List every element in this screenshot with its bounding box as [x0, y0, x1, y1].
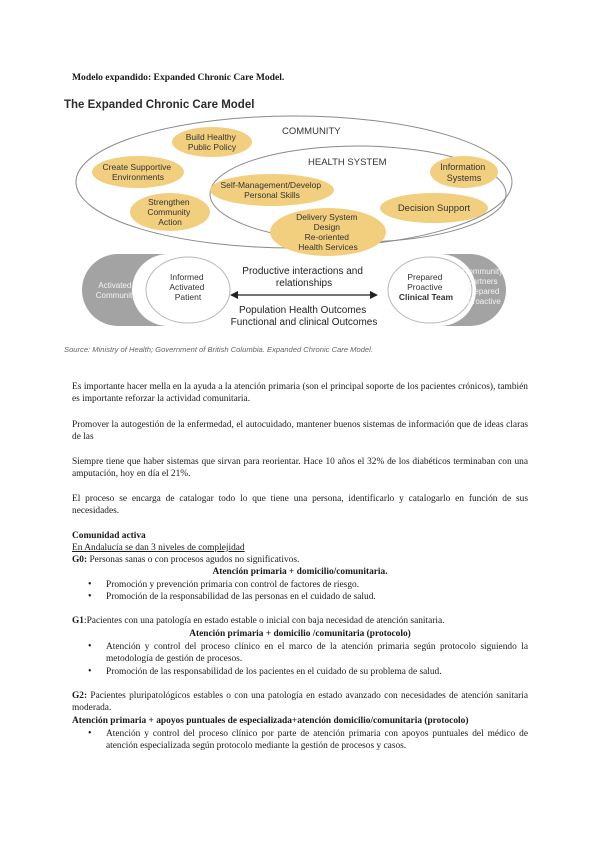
activated-community-text: Activated Community	[95, 281, 137, 300]
list-item: • Promoción y prevención primaria con control de factores de riesgo.	[72, 579, 528, 591]
g0-heading: Atención primaria + domicilio/comunitaria.	[212, 567, 388, 577]
g2-heading: Atención primaria + apoyos puntuales de especializada+atención domicilio/comunitaria (protocolo)	[72, 716, 469, 726]
section-subtitle: En Andalucía se dan 3 niveles de complejidad	[72, 543, 245, 553]
prepared-team-text: Prepared Proactive Clinical Team	[398, 272, 454, 302]
create-supportive-text: Create Supportive Environments	[102, 162, 172, 182]
productive-interactions-text: Productive interactions and relationships	[242, 266, 363, 289]
information-systems-bubble	[430, 156, 498, 188]
figure-title: The Expanded Chronic Care Model	[64, 99, 255, 111]
paragraph-primary-care: Es importante hacer mella en la ayuda a la atención primaria (son el principal soporte de los pacientes crónicos), también es importante reforzar la actividad comunitaria.	[72, 382, 528, 405]
right-arrowhead	[370, 291, 378, 299]
self-management-text: Self-Management/Develop Personal Skills	[220, 180, 322, 200]
g0-line	[72, 554, 528, 566]
g2-text: Pacientes pluripatológicos estables o con una patología en estado avanzado con necesidades de atención sanitaria moderada.	[72, 691, 528, 714]
g2-bullet-list	[72, 728, 528, 753]
g1-text: :Pacientes con una patología en estado estable o inicial con baja necesidad de atención sanitaria.	[83, 616, 445, 626]
left-arrowhead	[230, 291, 238, 299]
g1-heading: Atención primaria + domicilio /comunitaria (protocolo)	[189, 629, 411, 639]
list-item: • Atención y control del proceso clínico en el marco de la atención primaria según protocolo siguiendo la metodología de gestión de procesos.	[72, 641, 528, 666]
g1-bullet-list	[72, 641, 528, 678]
figure-source: Source: Ministry of Health; Government of British Columbia. Expanded Chronic Care Model.	[64, 345, 373, 354]
chronic-care-model-diagram	[60, 94, 530, 364]
build-healthy-text: Build Healthy Public Policy	[185, 132, 237, 152]
health-system-label: HEALTH SYSTEM	[308, 157, 387, 168]
section-title: Comunidad activa	[72, 531, 146, 541]
list-item: • Atención y control del proceso clínico por parte de atención primaria con apoyos puntuales del médico de atención especializada según protocolo mediante la gestión de procesos y casos.	[72, 728, 528, 753]
chronic-care-model-figure	[60, 94, 530, 364]
g0-text: Personas sanas o con procesos agudos no significativos.	[87, 555, 300, 565]
g0-label: G0:	[72, 555, 88, 565]
g2-line	[72, 690, 528, 715]
community-partners-text: Community partners Prepared Proactive	[462, 267, 504, 306]
outcomes-text: Population Health Outcomes Functional and clinical Outcomes	[230, 305, 378, 328]
g2-label: G2:	[72, 691, 88, 701]
paragraph-reorient-systems: Siempre tiene que haber sistemas que sirvan para reorientar. Hace 10 años el 32% de los diabéticos terminaban con una amputación, hoy en día el 21%.	[72, 457, 528, 480]
paragraph-self-management: Promover la autogestión de la enfermedad, el autocuidado, mantener buenos sistemas de información que de ideas claras de las	[72, 420, 528, 443]
g1-line	[72, 615, 528, 627]
delivery-system-text: Delivery System Design Re-oriented Health Services	[296, 212, 358, 252]
informed-patient-text: Informed Activated Patient	[169, 272, 205, 302]
strengthen-text: Strengthen Community Action	[147, 197, 191, 227]
g1-label: G1	[72, 616, 84, 626]
community-label: COMMUNITY	[282, 126, 341, 137]
list-item: • Promoción de las responsabilidad de los pacientes en el cuidado de su problema de salud.	[72, 666, 528, 678]
paragraph-process: El proceso se encarga de catalogar todo lo que tiene una persona, identificarlo y catalogarlo en función de sus necesidades.	[72, 494, 528, 517]
decision-support-text: Decision Support	[397, 203, 471, 214]
document-heading: Modelo expandido: Expanded Chronic Care Model.	[72, 72, 285, 83]
g0-bullet-list	[72, 579, 528, 604]
list-item: • Promoción de la responsabilidad de las personas en el cuidado de salud.	[72, 591, 528, 603]
information-systems-text: Information Systems	[440, 162, 486, 183]
